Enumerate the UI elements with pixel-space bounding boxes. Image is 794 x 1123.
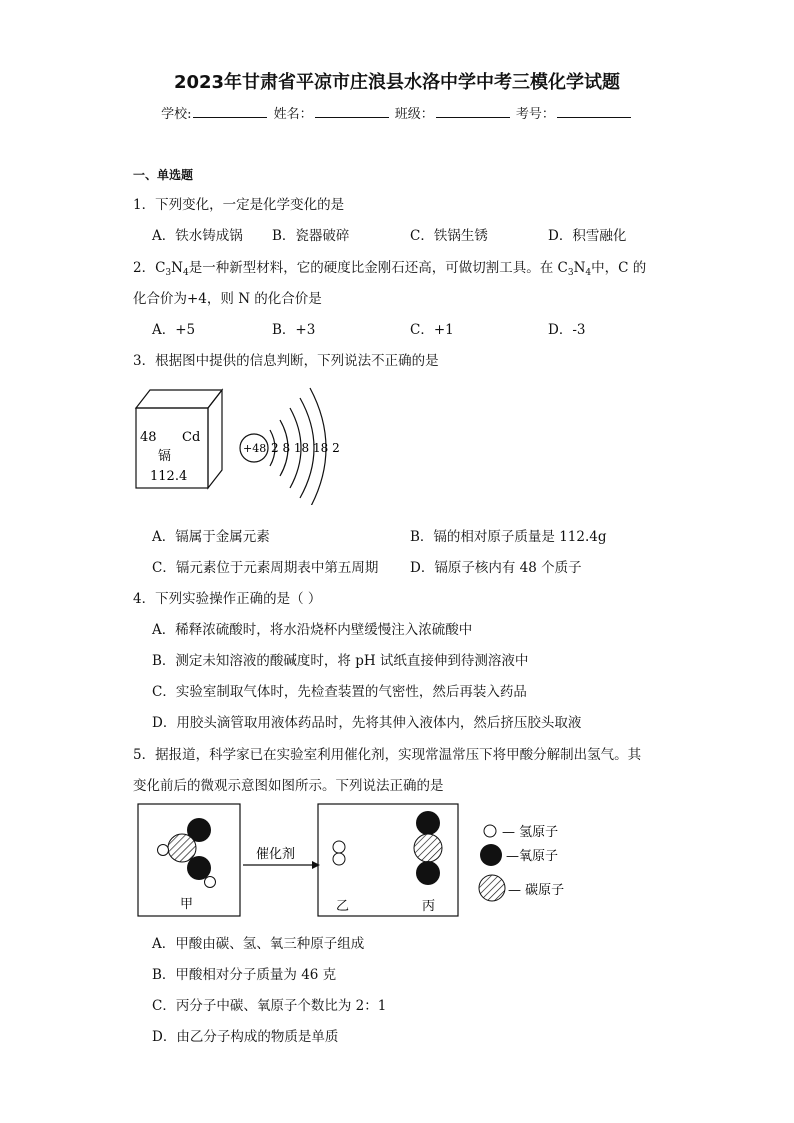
q3-stem: 3．根据图中提供的信息判断，下列说法不正确的是 (133, 353, 439, 369)
q3-option-c: C．镉元素位于元素周期表中第五周期 (152, 560, 379, 576)
name-blank (315, 105, 389, 118)
legend-hydrogen: — 氢原子 (502, 825, 559, 840)
page-title: 2023年甘肃省平凉市庄浪县水洛中学中考三模化学试题 (173, 72, 621, 93)
q5-option-d: D．由乙分子构成的物质是单质 (152, 1029, 339, 1045)
yi-hydrogen-atom-1 (333, 841, 345, 853)
section-title: 一、单选题 (133, 168, 194, 182)
q2-text-d: N (573, 260, 586, 276)
box-side (208, 390, 222, 488)
class-blank (436, 105, 510, 118)
q5-option-b: B．甲酸相对分子质量为 46 克 (152, 967, 337, 983)
q2-sub-3: 3 (567, 268, 574, 278)
q2-stem-line2: 化合价为+4，则 N 的化合价是 (133, 291, 322, 307)
exam-no-blank (557, 105, 631, 118)
nucleus-charge: +48 (243, 442, 267, 455)
q2-sub-2: 4 (182, 268, 189, 278)
q5-stem-line2: 变化前后的微观示意图如图所示。下列说法正确的是 (133, 778, 444, 794)
q4-option-d: D．用胶头滴管取用液体药品时，先将其伸入液体内，然后挤压胶头取液 (152, 715, 582, 731)
legend-oxygen-icon (480, 844, 502, 866)
jia-hydrogen-atom-1 (158, 845, 169, 856)
yi-hydrogen-atom-2 (333, 853, 345, 865)
label-yi: 乙 (336, 899, 350, 914)
q2-text-c: 是一种新型材料，它的硬度比金刚石还高，可做切割工具。在 C (188, 260, 568, 276)
q3-option-b: B．镉的相对原子质量是 112.4g (410, 529, 607, 545)
school-label: 学校: (161, 107, 192, 122)
jia-oxygen-atom-2 (187, 856, 211, 880)
q4-option-a: A．稀释浓硫酸时，将水沿烧杯内壁缓慢注入浓硫酸中 (152, 622, 473, 638)
q1-stem: 1．下列变化，一定是化学变化的是 (133, 197, 345, 213)
label-jia: 甲 (180, 897, 194, 912)
reaction-diagram (130, 798, 600, 922)
q5-option-c: C．丙分子中碳、氧原子个数比为 2：1 (152, 998, 387, 1014)
q2-stem-line1 (133, 256, 646, 278)
q4-option-b: B．测定未知溶液的酸碱度时，将 pH 试纸直接伸到待测溶液中 (152, 653, 529, 669)
element-name: 镉 (158, 449, 172, 464)
q2-option-d: D．-3 (548, 322, 586, 338)
electron-shells: 2 8 18 18 2 (271, 441, 340, 455)
bing-oxygen-atom-1 (416, 811, 440, 835)
cadmium-figure (130, 380, 350, 505)
q5-stem-line1: 5．据报道，科学家已在实验室利用催化剂，实现常温常压下将甲酸分解制出氢气。其 (133, 747, 642, 763)
exam-no-label: 考号： (515, 107, 555, 122)
jia-hydrogen-atom-2 (205, 877, 216, 888)
label-bing: 丙 (422, 899, 436, 914)
element-number: 48 (140, 430, 157, 445)
bing-oxygen-atom-2 (416, 861, 440, 885)
element-symbol: Cd (182, 430, 201, 445)
q3-option-d: D．镉原子核内有 48 个质子 (410, 560, 582, 576)
class-label: 班级： (394, 107, 434, 122)
reaction-arrow-head (312, 861, 320, 869)
q1-option-d: D．积雪融化 (548, 228, 627, 244)
q3-option-a: A．镉属于金属元素 (152, 529, 270, 545)
q5-option-a: A．甲酸由碳、氢、氧三种原子组成 (152, 936, 365, 952)
box-top (136, 390, 222, 408)
q4-stem: 4．下列实验操作正确的是（ ） (133, 591, 322, 607)
student-info-line (0, 103, 794, 122)
q2-text-e: 中，C 的 (591, 260, 647, 276)
q4-option-c: C．实验室制取气体时，先检查装置的气密性，然后再装入药品 (152, 684, 527, 700)
legend-hydrogen-icon (484, 825, 496, 837)
q1-option-b: B．瓷器破碎 (272, 228, 350, 244)
element-mass: 112.4 (150, 469, 188, 484)
jia-carbon-atom (168, 834, 196, 862)
q2-sub-1: 3 (165, 268, 172, 278)
bing-carbon-atom (414, 834, 442, 862)
legend-oxygen: —氧原子 (506, 849, 559, 864)
q1-option-c: C．铁锅生锈 (410, 228, 488, 244)
school-blank (193, 105, 267, 118)
q2-sub-4: 4 (585, 268, 592, 278)
q2-option-c: C．+1 (410, 322, 454, 338)
q2-option-b: B．+3 (272, 322, 316, 338)
name-label: 姓名： (273, 107, 313, 122)
legend-carbon: — 碳原子 (508, 883, 565, 898)
q2-text-b: N (171, 260, 183, 276)
legend-carbon-icon (479, 875, 505, 901)
q1-option-a: A．铁水铸成锅 (152, 228, 243, 244)
q2-text-a: 2．C (133, 260, 166, 276)
catalyst-label: 催化剂 (256, 847, 296, 862)
q2-option-a: A．+5 (152, 322, 196, 338)
